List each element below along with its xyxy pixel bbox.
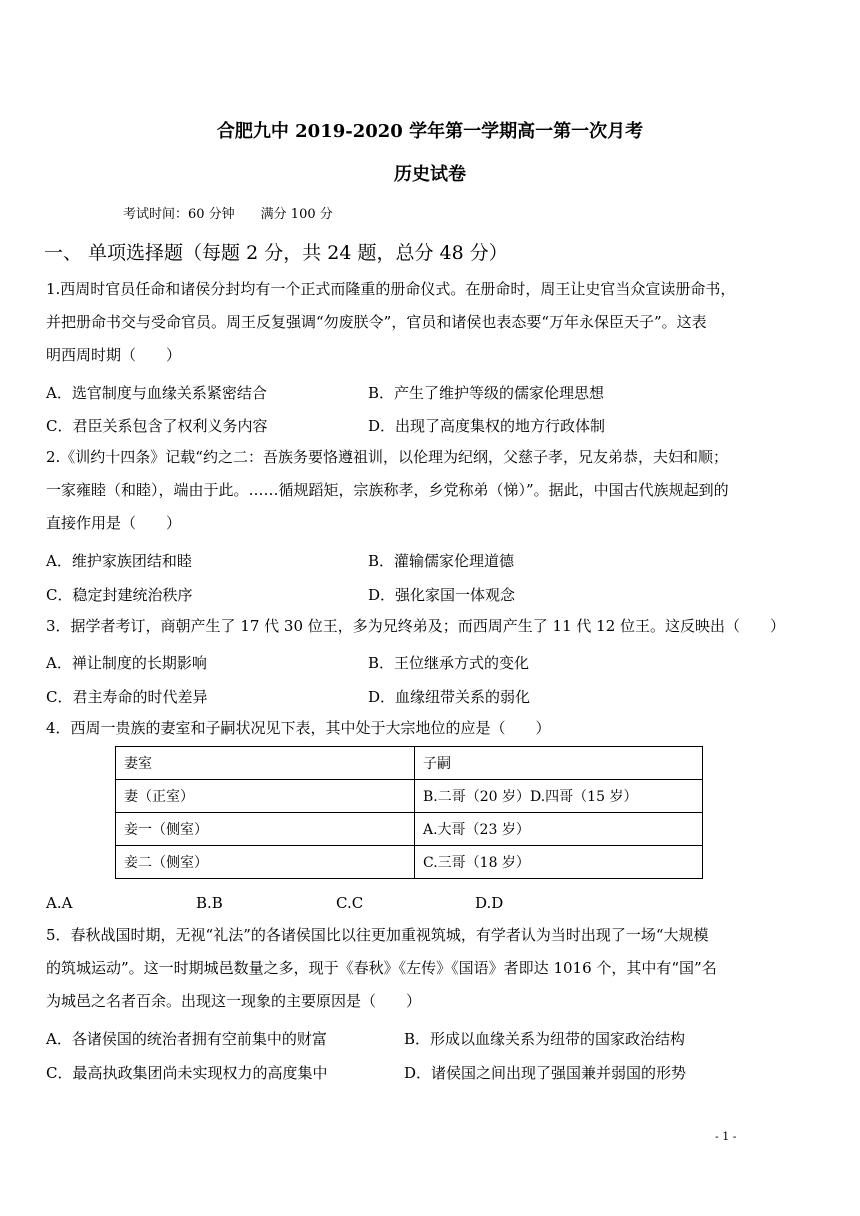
q3-option-d: D．血缘纽带关系的弱化: [368, 688, 531, 706]
question-1-stem: [46, 273, 735, 372]
q5-option-c: C．最高执政集团尚未实现权力的高度集中: [46, 1064, 328, 1082]
table-row: [116, 780, 703, 813]
q1-option-a: A．选官制度与血缘关系紧密结合: [46, 384, 267, 402]
exam-info: 考试时间：60 分钟 满分 100 分: [123, 207, 333, 222]
q2-option-b: B．灌输儒家伦理道德: [368, 552, 515, 570]
q4-option-c: C.C: [336, 894, 364, 912]
table-header-row: [116, 747, 703, 780]
question-5-stem: [46, 919, 717, 1018]
stem-line: 2.《训约十四条》记载“约之二：吾族务要恪遵祖训，以伦理为纪纲，父慈子孝，兄友弟恭，夫妇和顺；: [46, 448, 728, 466]
table-cell: 妾一（侧室）: [116, 813, 415, 846]
question-3-stem: [46, 610, 785, 643]
table-cell: A.大哥（23 岁）: [415, 813, 703, 846]
q5-option-b: B．形成以血缘关系为纽带的国家政治结构: [404, 1030, 686, 1048]
stem-line: 一家雍睦（和睦），端由于此。……循规蹈矩，宗族称孝，乡党称弟（悌）”。据此，中国古代族规起到的: [46, 481, 729, 499]
table-cell: 妾二（侧室）: [116, 846, 415, 879]
q3-option-c: C．君主寿命的时代差异: [46, 688, 208, 706]
exam-subtitle: 历史试卷: [394, 164, 466, 185]
stem-line: 的筑城运动”。这一时期城邑数量之多，现于《春秋》《左传》《国语》者即达 1016 个，其中有“国”名: [46, 959, 717, 977]
stem-line: 为城邑之名者百余。出现这一现象的主要原因是（ ）: [46, 992, 422, 1010]
stem-line: 5．春秋战国时期，无视“礼法”的各诸侯国比以往更加重视筑城，有学者认为当时出现了一场“大规模: [46, 926, 709, 944]
stem-line: 3．据学者考订，商朝产生了 17 代 30 位王，多为兄终弟及；而西周产生了 11 代 12 位王。这反映出（ ）: [46, 617, 786, 635]
stem-line: 直接作用是（ ）: [46, 514, 182, 532]
stem-line: 1.西周时官员任命和诸侯分封均有一个正式而隆重的册命仪式。在册命时，周王让史官当众宣读册命书，: [46, 280, 736, 298]
family-table: [115, 746, 703, 879]
table-cell: B.二哥（20 岁）D.四哥（15 岁）: [415, 780, 703, 813]
table-row: [116, 813, 703, 846]
q5-option-a: A．各诸侯国的统治者拥有空前集中的财富: [46, 1030, 327, 1048]
q4-option-d: D.D: [475, 894, 504, 912]
exam-title: 合肥九中 2019-2020 学年第一学期高一第一次月考: [216, 121, 644, 142]
section-heading: 一、 单项选择题（每题 2 分，共 24 题，总分 48 分）: [44, 242, 508, 264]
q5-option-d: D．诸侯国之间出现了强国兼并弱国的形势: [404, 1064, 687, 1082]
stem-line: 4．西周一贵族的妻室和子嗣状况见下表，其中处于大宗地位的应是（ ）: [46, 719, 551, 737]
question-4-stem: [46, 712, 551, 745]
q2-option-a: A．维护家族团结和睦: [46, 552, 192, 570]
table-cell: 妻（正室）: [116, 780, 415, 813]
table-header-cell: 子嗣: [415, 747, 703, 780]
q1-option-c: C．君臣关系包含了权利义务内容: [46, 417, 268, 435]
page-number: - 1 -: [715, 1130, 737, 1143]
q3-option-b: B．王位继承方式的变化: [368, 654, 530, 672]
q2-option-d: D．强化家国一体观念: [368, 586, 516, 604]
table-cell: C.三哥（18 岁）: [415, 846, 703, 879]
q4-option-a: A.A: [46, 894, 73, 912]
table-header-cell: 妻室: [116, 747, 415, 780]
q3-option-a: A．禅让制度的长期影响: [46, 654, 207, 672]
question-2-stem: [46, 441, 729, 540]
table-row: [116, 846, 703, 879]
q2-option-c: C．稳定封建统治秩序: [46, 586, 193, 604]
q1-option-b: B．产生了维护等级的儒家伦理思想: [368, 384, 605, 402]
q1-option-d: D．出现了高度集权的地方行政体制: [368, 417, 606, 435]
stem-line: 并把册命书交与受命官员。周王反复强调“勿废朕令”，官员和诸侯也表态要“万年永保臣天子”。这表: [46, 313, 707, 331]
q4-option-b: B.B: [196, 894, 223, 912]
stem-line: 明西周时期（ ）: [46, 346, 182, 364]
